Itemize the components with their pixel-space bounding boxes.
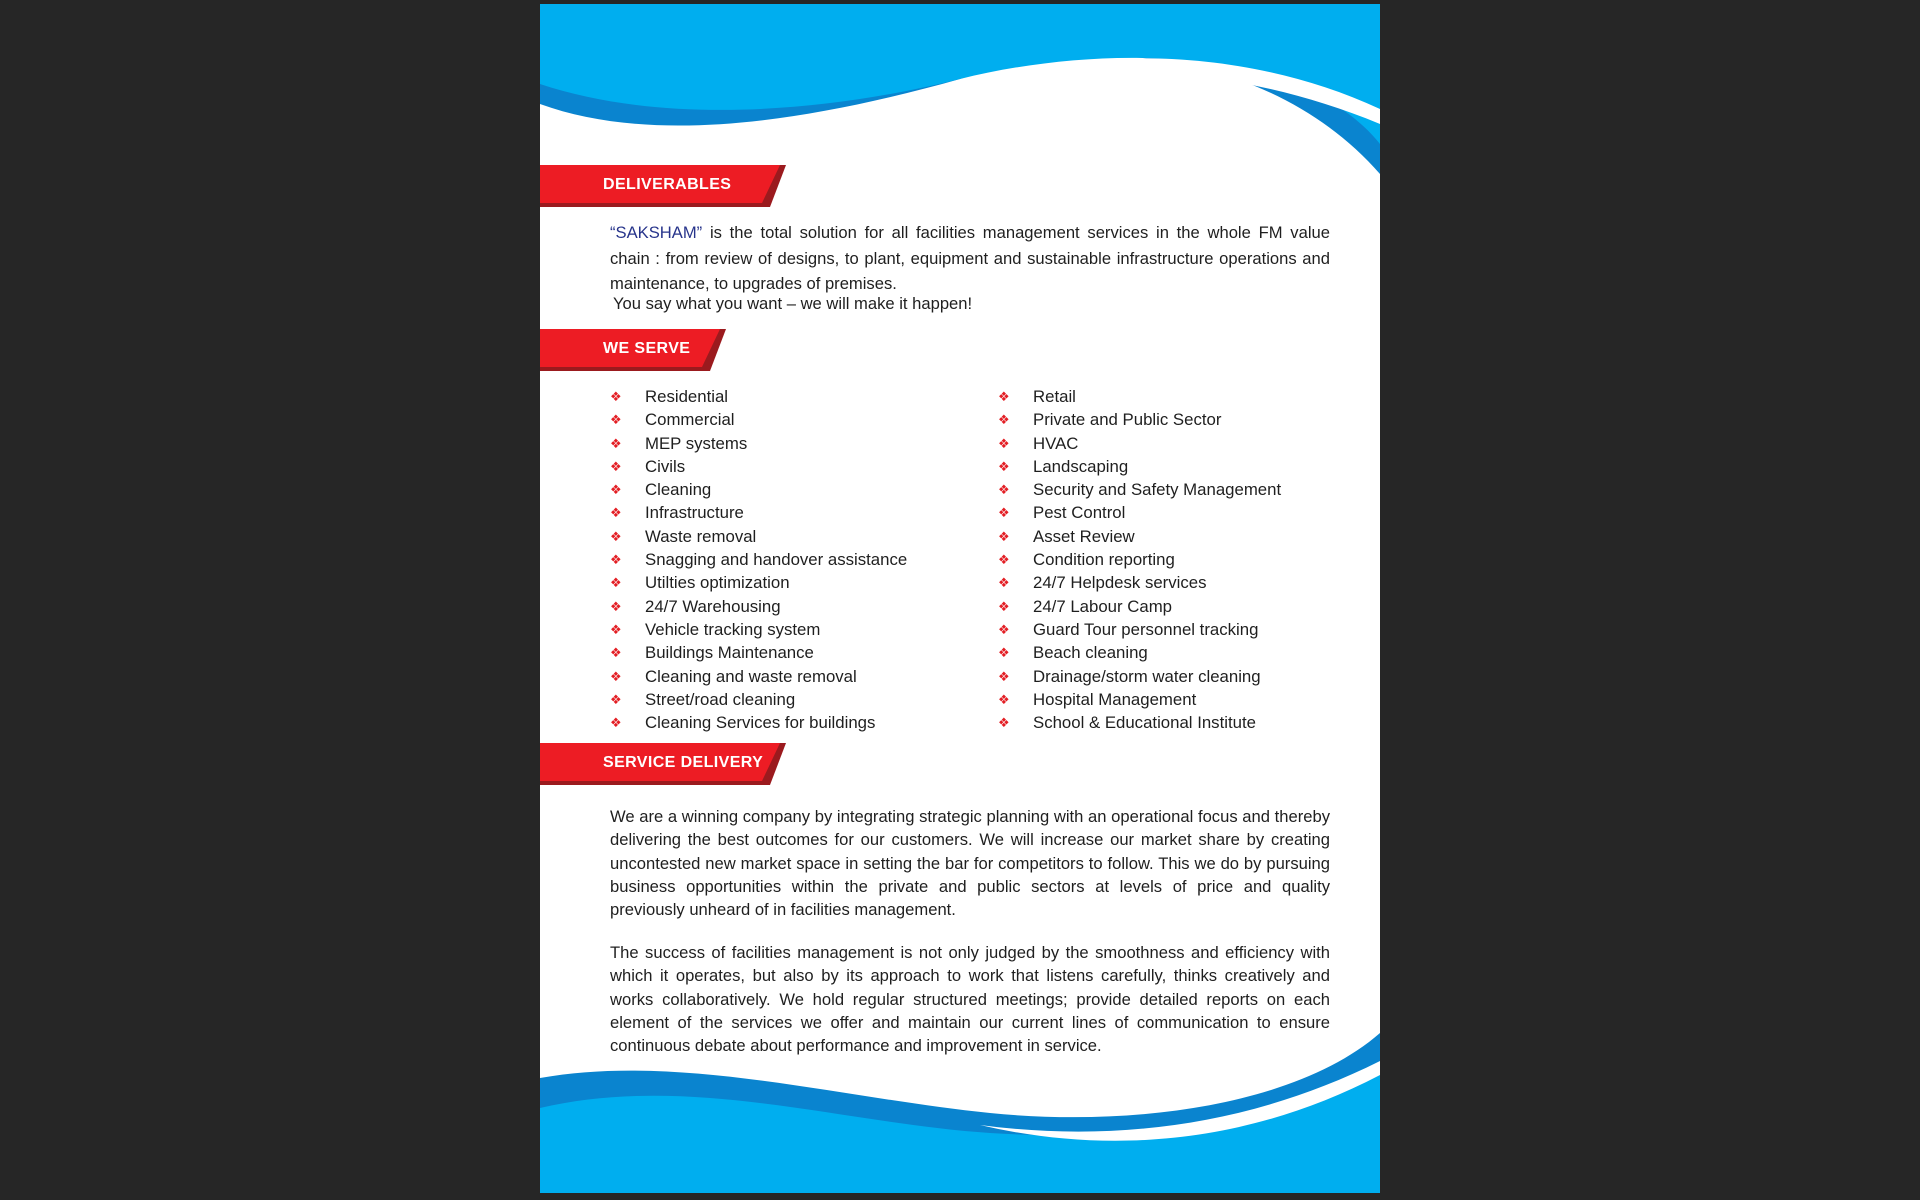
list-item: ❖ Infrastructure	[610, 501, 970, 524]
bottom-wave-decoration	[540, 1013, 1380, 1193]
list-item: ❖ Pest Control	[998, 501, 1338, 524]
list-item: ❖ Guard Tour personnel tracking	[998, 618, 1338, 641]
we-serve-banner	[540, 329, 730, 371]
bullet-icon: ❖	[610, 668, 622, 684]
bullet-icon: ❖	[610, 435, 622, 451]
list-item: ❖ Beach cleaning	[998, 641, 1338, 664]
bullet-icon: ❖	[998, 715, 1010, 731]
service-delivery-paragraph-2: The success of facilities management is not only judged by the smoothness and efficiency with which it operates, but also by its approach to work that listens carefully, thinks creatively and works collaboratively. We hold regular structured meetings; provide detailed reports on each element of the services we offer and maintain our current lines of communication to ensure continuous debate about performance and improvement in service.	[610, 943, 1330, 1056]
list-item: ❖ Civils	[610, 455, 970, 478]
we-serve-title: WE SERVE	[603, 340, 691, 357]
list-item: ❖ HVAC	[998, 432, 1338, 455]
brochure-page	[540, 4, 1380, 1193]
service-delivery-paragraph-1: We are a winning company by integrating strategic planning with an operational focus and thereby delivering the best outcomes for our customers. We will increase our market share by creating uncontested new market space in setting the bar for competitors to follow. This we do by pursuing business opportunities within the private and public sectors at levels of price and quality previously unheard of in facilities management.	[610, 807, 1330, 920]
list-item: ❖ Snagging and handover assistance	[610, 548, 970, 571]
bullet-icon: ❖	[610, 458, 622, 474]
service-delivery-title: SERVICE DELIVERY	[603, 754, 764, 771]
list-item: ❖ 24/7 Helpdesk services	[998, 571, 1338, 594]
deliverables-text	[610, 220, 1330, 297]
list-item: ❖ Buildings Maintenance	[610, 641, 970, 664]
bullet-icon: ❖	[610, 598, 622, 614]
list-item: ❖ Private and Public Sector	[998, 408, 1338, 431]
list-item: ❖ Cleaning Services for buildings	[610, 711, 970, 734]
bullet-icon: ❖	[998, 598, 1010, 614]
bullet-icon: ❖	[998, 621, 1010, 637]
bullet-icon: ❖	[610, 389, 622, 404]
list-item: ❖ Hospital Management	[998, 688, 1338, 711]
list-item: ❖ Retail	[998, 385, 1338, 408]
bullet-icon: ❖	[610, 552, 622, 568]
bullet-icon: ❖	[998, 645, 1010, 661]
top-wave-decoration	[540, 4, 1380, 174]
bullet-icon: ❖	[610, 505, 622, 521]
list-item: ❖ Utilties optimization	[610, 571, 970, 594]
brand-name: “SAKSHAM”	[610, 223, 703, 242]
list-item: ❖ Commercial	[610, 408, 970, 431]
list-item: ❖ Condition reporting	[998, 548, 1338, 571]
services-list-left	[610, 385, 970, 734]
list-item: ❖ Residential	[610, 385, 970, 408]
deliverables-tagline: You say what you want – we will make it happen!	[613, 294, 973, 313]
list-item: ❖ Cleaning and waste removal	[610, 665, 970, 688]
bullet-icon: ❖	[998, 458, 1010, 474]
list-item: ❖ 24/7 Warehousing	[610, 595, 970, 618]
bullet-icon: ❖	[998, 528, 1010, 544]
list-item: ❖ 24/7 Labour Camp	[998, 595, 1338, 618]
list-item: ❖ Landscaping	[998, 455, 1338, 478]
bullet-icon: ❖	[998, 691, 1010, 707]
bullet-icon: ❖	[610, 412, 622, 428]
list-item: ❖ Security and Safety Management	[998, 478, 1338, 501]
deliverables-body: is the total solution for all facilities management services in the whole FM value chain : from review of designs, to plant, equipment and sustainable infrastructure operations and maintenance, to upgrades of premises.	[610, 223, 1330, 293]
bullet-icon: ❖	[610, 621, 622, 637]
bullet-icon: ❖	[998, 575, 1010, 591]
bullet-icon: ❖	[610, 645, 622, 661]
bullet-icon: ❖	[998, 435, 1010, 451]
bullet-icon: ❖	[610, 482, 622, 498]
bullet-icon: ❖	[998, 505, 1010, 521]
list-item: ❖ Street/road cleaning	[610, 688, 970, 711]
list-item: ❖ Vehicle tracking system	[610, 618, 970, 641]
list-item: ❖ Waste removal	[610, 525, 970, 548]
service-delivery-banner	[540, 743, 790, 785]
list-item: ❖ Drainage/storm water cleaning	[998, 665, 1338, 688]
list-item: ❖ MEP systems	[610, 432, 970, 455]
bullet-icon: ❖	[610, 528, 622, 544]
deliverables-banner	[540, 165, 790, 207]
bullet-icon: ❖	[610, 691, 622, 707]
list-item: ❖ Cleaning	[610, 478, 970, 501]
bullet-icon: ❖	[998, 552, 1010, 568]
bullet-icon: ❖	[998, 389, 1010, 404]
bullet-icon: ❖	[998, 668, 1010, 684]
list-item: ❖ Asset Review	[998, 525, 1338, 548]
deliverables-title: DELIVERABLES	[603, 176, 732, 193]
list-item: ❖ School & Educational Institute	[998, 711, 1338, 734]
bullet-icon: ❖	[998, 482, 1010, 498]
bullet-icon: ❖	[610, 575, 622, 591]
bullet-icon: ❖	[610, 715, 622, 731]
bullet-icon: ❖	[998, 412, 1010, 428]
services-list-right	[998, 385, 1338, 734]
